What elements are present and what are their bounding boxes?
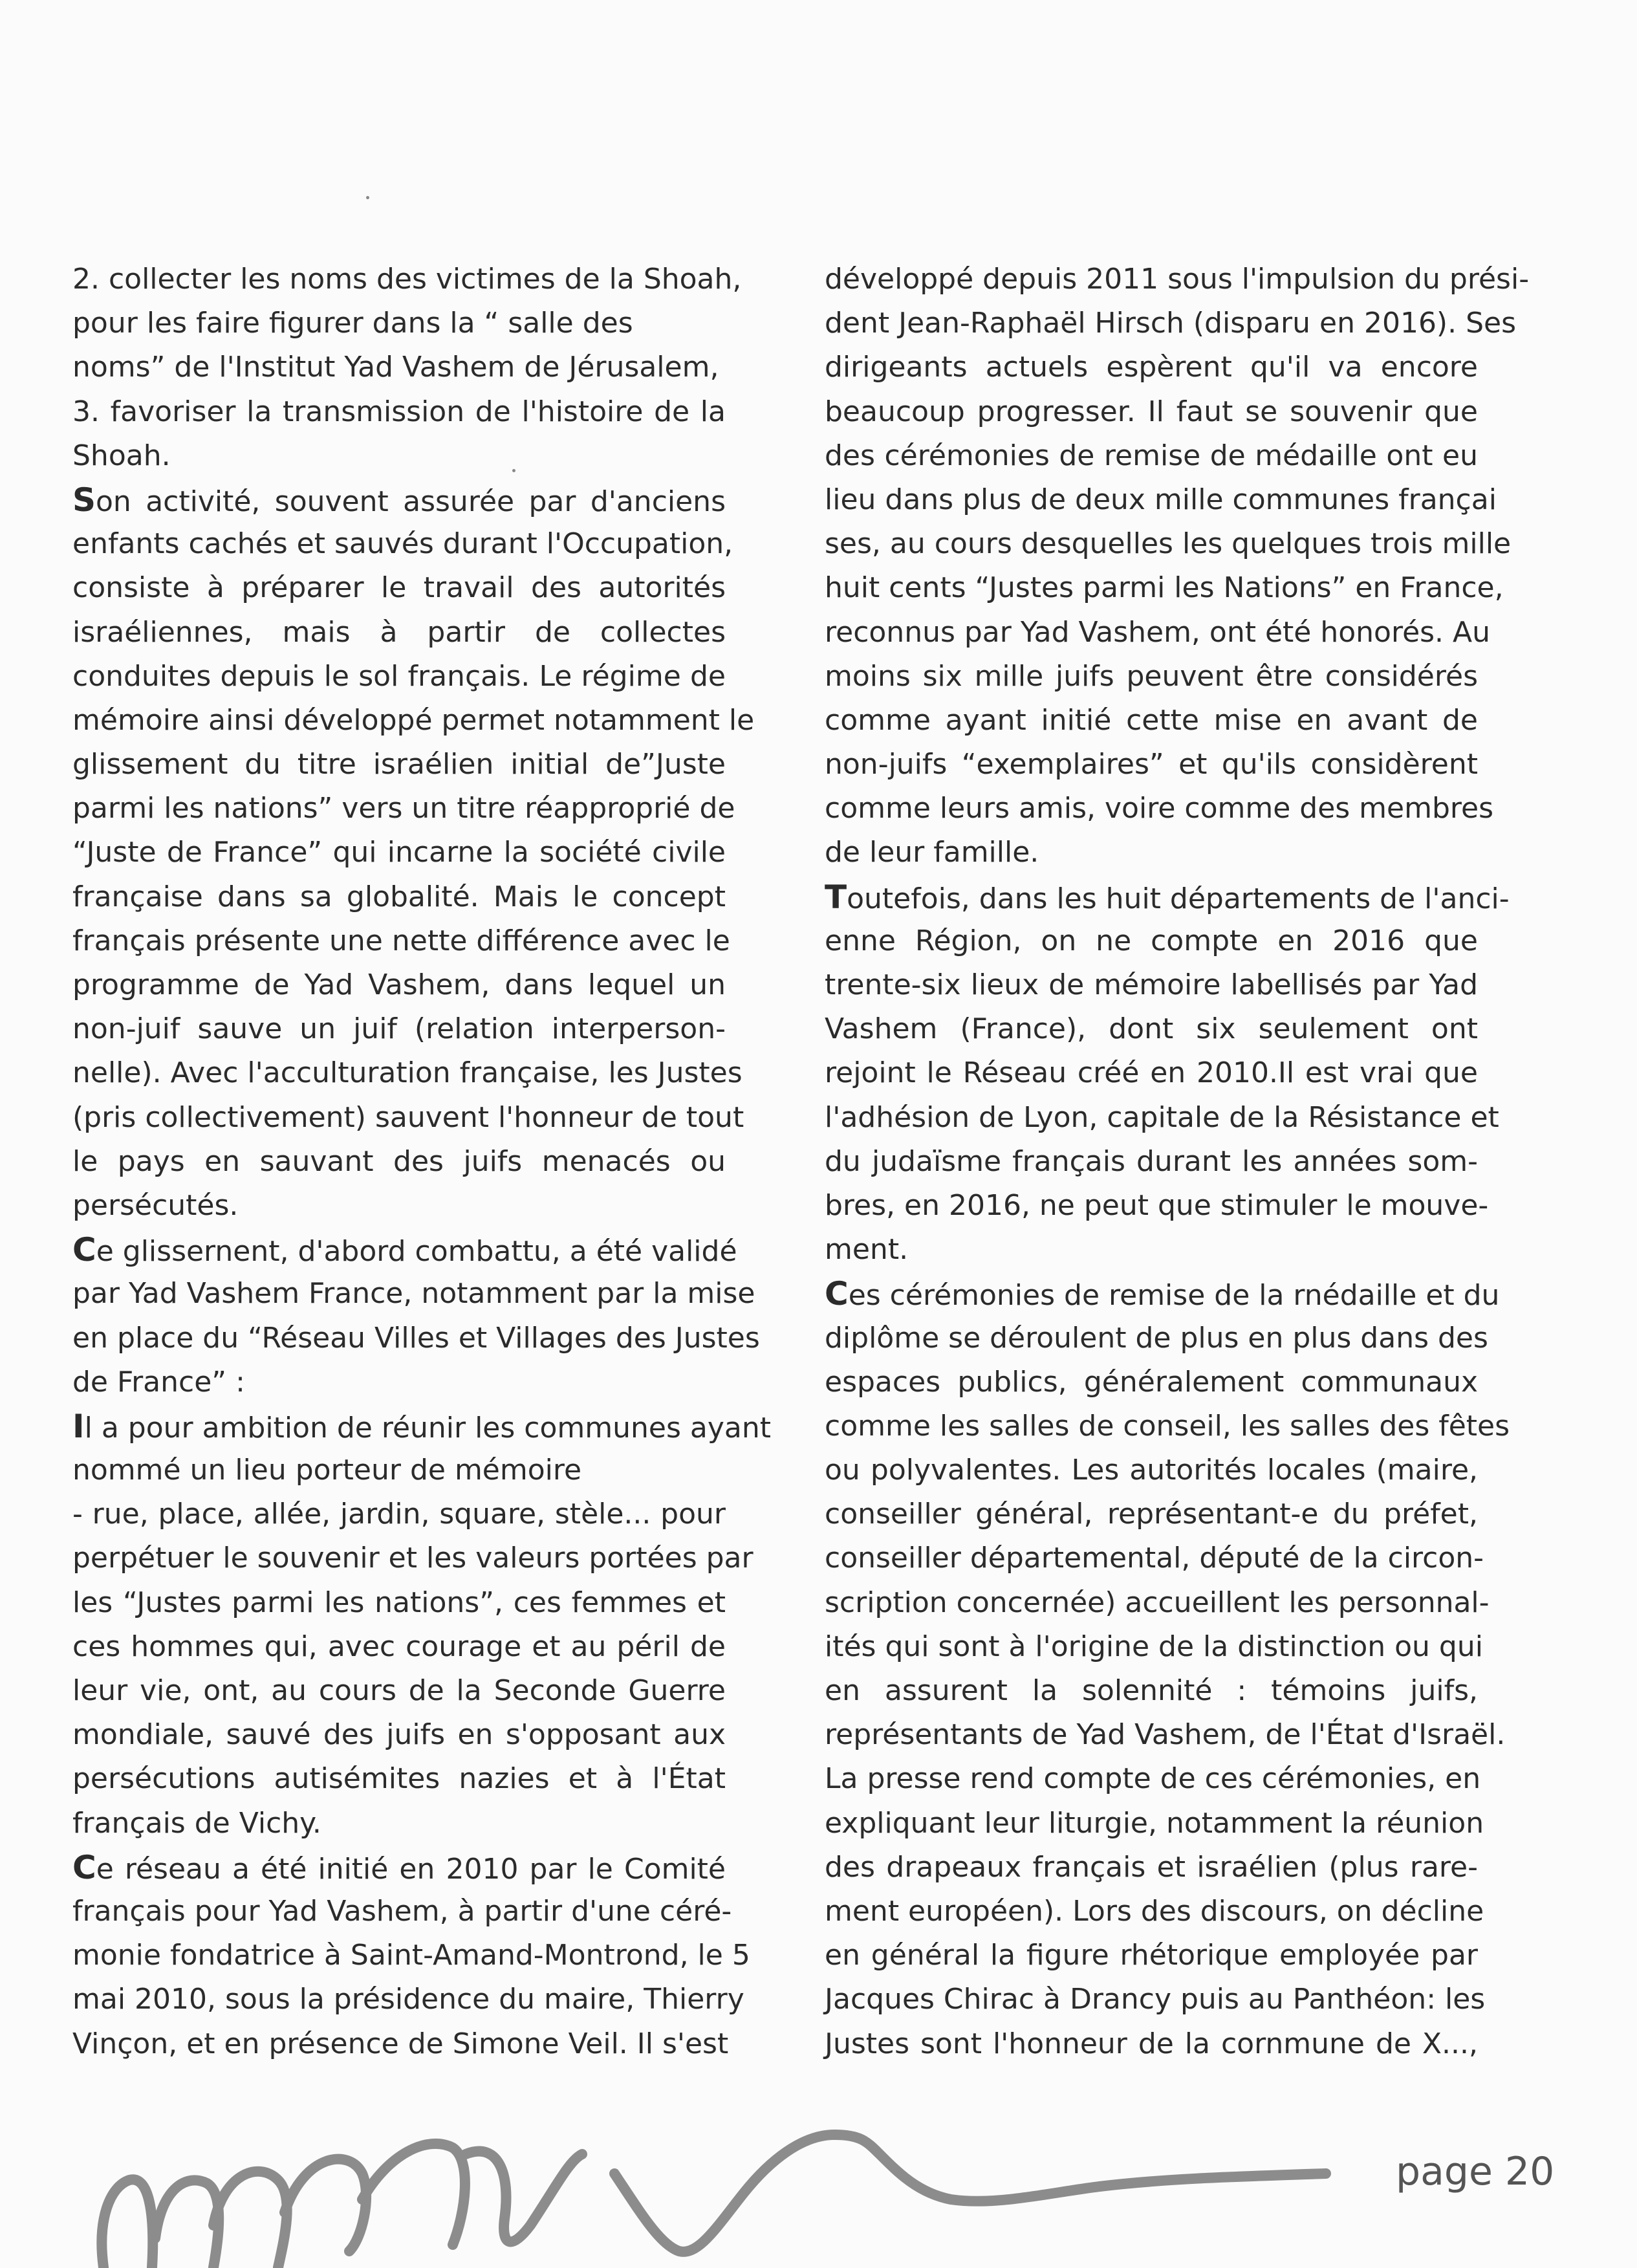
- text-line: Vashem (France), dont six seulement ont: [825, 1012, 1478, 1046]
- text-line: [72, 1846, 726, 1890]
- text-line: non-juifs “exemplaires” et qu'ils considèrent: [825, 748, 1478, 781]
- text-line: Jacques Chirac à Drancy puis au Panthéon: les: [825, 1983, 1486, 2016]
- text-line: ment.: [825, 1233, 909, 1267]
- text-line: monie fondatrice à Saint-Amand-Montrond, le 5: [72, 1939, 750, 1972]
- text-line: [72, 1404, 771, 1448]
- text-line: - rue, place, allée, jardin, square, stèle... pour: [72, 1498, 726, 1531]
- text-line: conduites depuis le sol français. Le régime de: [72, 659, 726, 693]
- text-line: bres, en 2016, ne peut que stimuler le mouve-: [825, 1188, 1489, 1222]
- text-line: mondiale, sauvé des juifs en s'opposant aux: [72, 1718, 726, 1752]
- line-text: e réseau a été initié en 2010 par le Comité: [96, 1852, 726, 1886]
- text-line: espaces publics, généralement communaux: [825, 1365, 1478, 1399]
- text-line: des cérémonies de remise de médaille ont eu: [825, 439, 1478, 472]
- line-text: outefois, dans les huit départements de l'anci-: [847, 882, 1510, 915]
- paragraph-initial: C: [825, 1275, 849, 1313]
- text-line: française dans sa globalité. Mais le concept: [72, 880, 726, 913]
- text-line: conseiller départemental, député de la circon-: [825, 1542, 1484, 1575]
- text-line: [825, 1272, 1500, 1316]
- text-line: développé depuis 2011 sous l'impulsion du prési-: [825, 263, 1530, 296]
- text-line: ment européen). Lors des discours, on décline: [825, 1894, 1484, 1928]
- text-line: dent Jean-Raphaël Hirsch (disparu en 2016). Ses: [825, 307, 1516, 340]
- text-line: les “Justes parmi les nations”, ces femmes et: [72, 1586, 726, 1619]
- text-line: expliquant leur liturgie, notamment la réunion: [825, 1806, 1484, 1840]
- text-line: nommé un lieu porteur de mémoire: [72, 1454, 582, 1487]
- text-line: de France” :: [72, 1365, 245, 1399]
- text-line: ses, au cours desquelles les quelques trois mille: [825, 527, 1512, 561]
- paragraph-initial: C: [72, 1231, 96, 1269]
- line-text: e glissernent, d'abord combattu, a été validé: [96, 1235, 737, 1269]
- handwritten-stroke: [0, 2070, 1637, 2268]
- text-line: nelle). Avec l'acculturation française, les Justes: [72, 1056, 743, 1090]
- paragraph-initial: S: [72, 481, 96, 519]
- text-line: diplôme se déroulent de plus en plus dans des: [825, 1321, 1488, 1355]
- text-line: enne Région, on ne compte en 2016 que: [825, 924, 1478, 957]
- text-line: français de Vichy.: [72, 1806, 321, 1840]
- text-line: scription concernée) accueillent les personnal-: [825, 1586, 1490, 1619]
- text-line: l'adhésion de Lyon, capitale de la Résistance et: [825, 1100, 1499, 1134]
- text-line: français présente une nette différence avec le: [72, 924, 730, 957]
- text-line: “Juste de France” qui incarne la société civile: [72, 836, 726, 869]
- text-line: trente-six lieux de mémoire labellisés par Yad: [825, 968, 1478, 1001]
- paragraph-initial: I: [72, 1407, 85, 1445]
- text-line: reconnus par Yad Vashem, ont été honorés. Au: [825, 615, 1491, 649]
- text-line: ou polyvalentes. Les autorités locales (maire,: [825, 1454, 1478, 1487]
- text-line: lieu dans plus de deux mille communes françai: [825, 483, 1497, 516]
- line-text: on activité, souvent assurée par d'anciens: [96, 485, 726, 518]
- text-line: persécutés.: [72, 1188, 239, 1222]
- text-line: mémoire ainsi développé permet notamment le: [72, 703, 755, 737]
- text-line: mai 2010, sous la présidence du maire, Thierry: [72, 1983, 744, 2016]
- text-line: dirigeants actuels espèrent qu'il va encore: [825, 351, 1478, 384]
- text-line: (pris collectivement) sauvent l'honneur de tout: [72, 1100, 744, 1134]
- text-line: le pays en sauvant des juifs menacés ou: [72, 1144, 726, 1178]
- text-line: non-juif sauve un juif (relation interperson-: [72, 1012, 726, 1046]
- text-line: du judaïsme français durant les années som-: [825, 1144, 1478, 1178]
- text-line: en place du “Réseau Villes et Villages des Justes: [72, 1321, 760, 1355]
- text-line: [72, 478, 726, 522]
- text-line: Shoah.: [72, 439, 171, 472]
- text-line: moins six mille juifs peuvent être considérés: [825, 659, 1478, 693]
- text-line: israéliennes, mais à partir de collectes: [72, 615, 726, 649]
- line-text: es cérémonies de remise de la rnédaille et du: [848, 1279, 1500, 1313]
- text-line: 2. collecter les noms des victimes de la Shoah,: [72, 263, 742, 296]
- text-line: par Yad Vashem France, notamment par la mise: [72, 1277, 755, 1311]
- text-line: perpétuer le souvenir et les valeurs portées par: [72, 1542, 753, 1575]
- text-line: ces hommes qui, avec courage et au péril de: [72, 1630, 726, 1663]
- text-line: leur vie, ont, au cours de la Seconde Guerre: [72, 1674, 726, 1707]
- page-number: page 20: [1396, 2149, 1555, 2194]
- text-line: Vinçon, et en présence de Simone Veil. Il s'est: [72, 2027, 729, 2060]
- line-text: l a pour ambition de réunir les communes ayant: [84, 1411, 771, 1445]
- text-line: persécutions autisémites nazies et à l'État: [72, 1762, 726, 1796]
- text-line: 3. favoriser la transmission de l'histoire de la: [72, 395, 726, 428]
- text-line: programme de Yad Vashem, dans lequel un: [72, 968, 726, 1001]
- text-line: huit cents “Justes parmi les Nations” en France,: [825, 571, 1504, 605]
- scan-speck: [512, 469, 515, 472]
- text-line: rejoint le Réseau créé en 2010.Il est vrai que: [825, 1056, 1478, 1090]
- text-line: des drapeaux français et israélien (plus rare-: [825, 1850, 1478, 1884]
- text-line: comme ayant initié cette mise en avant de: [825, 703, 1478, 737]
- text-line: comme leurs amis, voire comme des membres: [825, 792, 1494, 825]
- text-line: consiste à préparer le travail des autorités: [72, 571, 726, 605]
- text-line: parmi les nations” vers un titre réapproprié de: [72, 792, 735, 825]
- text-line: [825, 875, 1510, 919]
- paragraph-initial: T: [825, 878, 847, 916]
- text-line: comme les salles de conseil, les salles des fêtes: [825, 1409, 1510, 1443]
- text-line: glissement du titre israélien initial de”Juste: [72, 748, 726, 781]
- text-line: pour les faire figurer dans la “ salle des: [72, 307, 633, 340]
- text-line: beaucoup progresser. Il faut se souvenir que: [825, 395, 1478, 428]
- paragraph-initial: C: [72, 1848, 96, 1886]
- text-line: La presse rend compte de ces cérémonies, en: [825, 1762, 1481, 1796]
- text-line: noms” de l'Institut Yad Vashem de Jérusalem,: [72, 351, 719, 384]
- text-line: de leur famille.: [825, 836, 1039, 869]
- text-line: Justes sont l'honneur de la cornmune de X...,: [825, 2027, 1478, 2060]
- text-line: [72, 1228, 737, 1272]
- text-line: ités qui sont à l'origine de la distinction ou qui: [825, 1630, 1483, 1663]
- text-line: en assurent la solennité : témoins juifs,: [825, 1674, 1478, 1707]
- text-line: représentants de Yad Vashem, de l'État d'Israël.: [825, 1718, 1506, 1752]
- text-line: en général la figure rhétorique employée par: [825, 1939, 1478, 1972]
- scan-speck: [366, 196, 369, 199]
- text-line: conseiller général, représentant-e du préfet,: [825, 1498, 1478, 1531]
- right-column: [825, 257, 1530, 2066]
- left-column: [72, 257, 771, 2066]
- text-line: français pour Yad Vashem, à partir d'une céré-: [72, 1894, 732, 1928]
- text-line: enfants cachés et sauvés durant l'Occupation,: [72, 527, 733, 561]
